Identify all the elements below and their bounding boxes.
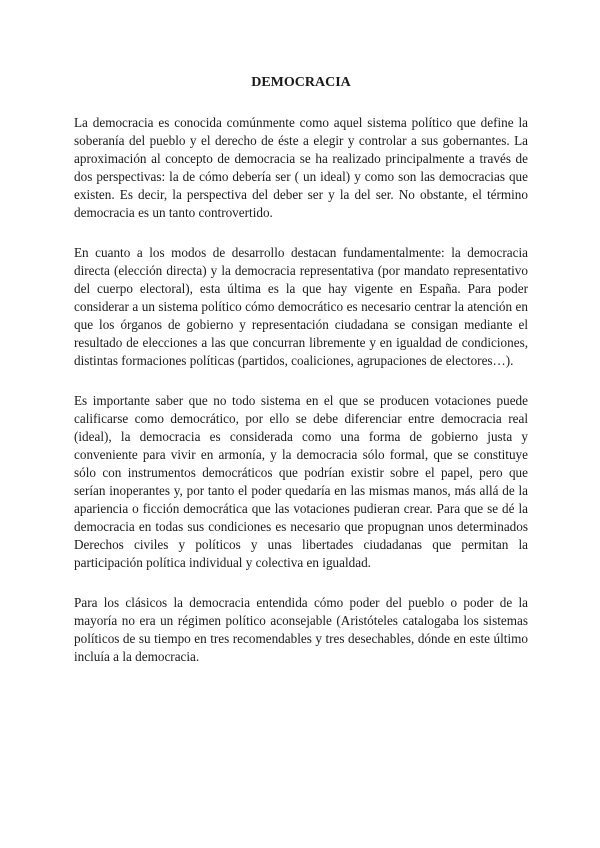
paragraph-classics: Para los clásicos la democracia entendida cómo poder del pueblo o poder de la mayoría no era un régimen político aconsejable (Aristóteles catalogaba los sistemas políticos de su tiempo en tres recomendables y tres desechables, dónde en este último incluía a la democracia. <box>74 595 528 664</box>
paragraph-real-vs-formal: Es importante saber que no todo sistema en el que se producen votaciones puede calificarse como democrático, por ello se debe diferenciar entre democracia real (ideal), la democracia es considerada como una forma de gobierno justa y conveniente para vivir en armonía, y la democracia sólo formal, que se constituye sólo con instrumentos democráticos que podrían existir sobre el papel, pero que serían inoperantes y, por tanto el poder quedaría en las mismas manos, más allá de la apariencia o ficción democrática que las votaciones pudieran crear. Para que se dé la democracia en todas sus condiciones es necesario que propugnan unos determinados Derechos civiles y políticos y unas libertades ciudadanas que permitan la participación política individual y colectiva en igualdad. <box>74 393 528 570</box>
paragraph-development-modes: En cuanto a los modos de desarrollo destacan fundamentalmente: la democracia directa (elección directa) y la democracia representativa (por mandato representativo del cuerpo electoral), esta última es la que hay vigente en España. Para poder considerar a un sistema político cómo democrático es necesario centrar la atención en que los órganos de gobierno y representación ciudadana se consigan mediante el resultado de elecciones a las que concurran libremente y en igualdad de condiciones, distintas formaciones políticas (partidos, coaliciones, agrupaciones de electores…). <box>74 245 528 368</box>
paragraph-definition: La democracia es conocida comúnmente como aquel sistema político que define la soberanía del pueblo y el derecho de éste a elegir y controlar a sus gobernantes. La aproximación al concepto de democracia se ha realizado principalmente a través de dos perspectivas: la de cómo debería ser ( un ideal) y como son las democracias que existen. Es decir, la perspectiva del deber ser y la del ser. No obstante, el término democracia es un tanto controvertido. <box>74 115 528 220</box>
document-page <box>74 74 528 688</box>
document-title: DEMOCRACIA <box>251 75 351 90</box>
